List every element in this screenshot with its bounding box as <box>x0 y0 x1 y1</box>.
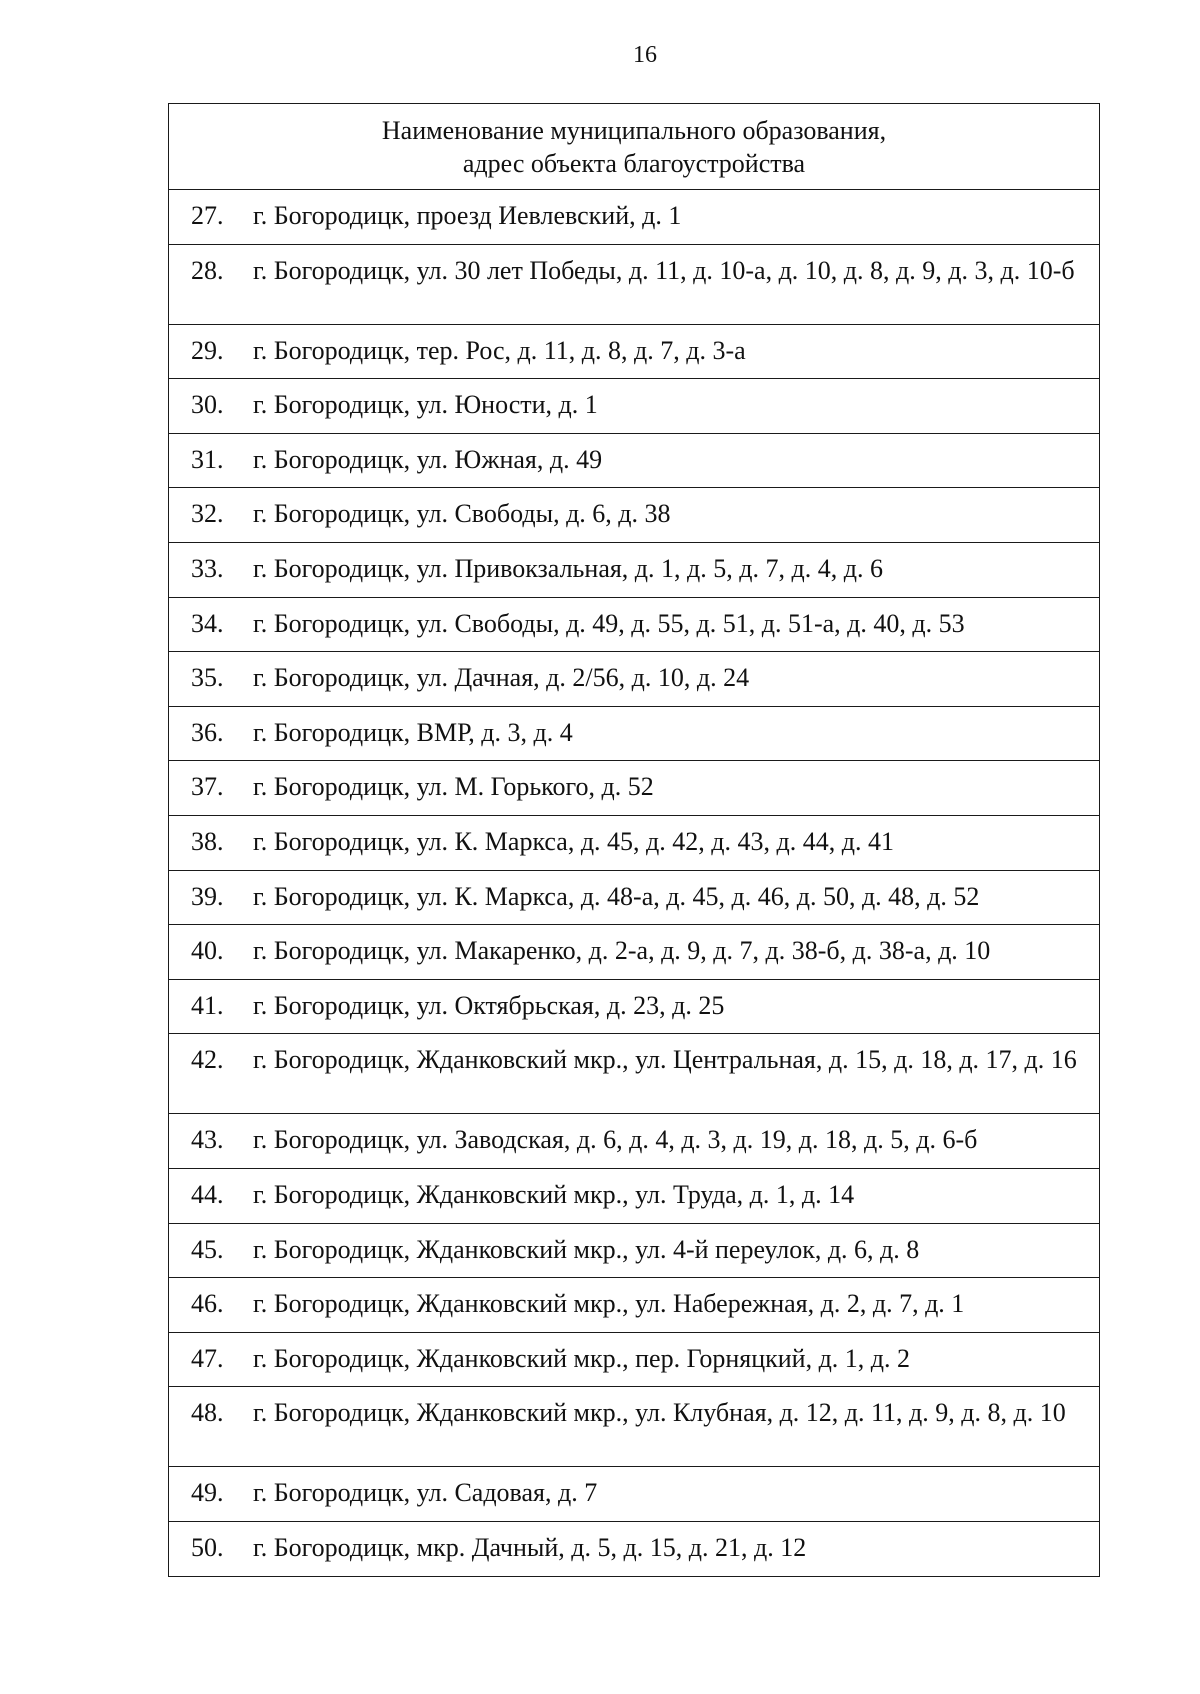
table-body <box>169 190 1099 1576</box>
row-number: 38. <box>191 826 224 856</box>
table-row <box>169 871 1099 926</box>
table-row <box>169 1522 1099 1577</box>
table-row <box>169 598 1099 653</box>
row-address: г. Богородицк, ул. К. Маркса, д. 45, д. 42, д. 43, д. 44, д. 41 <box>253 826 894 856</box>
row-number: 49. <box>191 1478 224 1508</box>
row-address: г. Богородицк, ул. Юности, д. 1 <box>253 390 598 420</box>
row-address: г. Богородицк, Жданковский мкр., ул. Труда, д. 1, д. 14 <box>253 1179 855 1209</box>
table-row <box>169 816 1099 871</box>
row-address: г. Богородицк, ул. Дачная, д. 2/56, д. 10, д. 24 <box>253 663 750 693</box>
row-address: г. Богородицк, ул. Свободы, д. 49, д. 55, д. 51, д. 51-а, д. 40, д. 53 <box>253 608 965 638</box>
row-address: г. Богородицк, ул. Южная, д. 49 <box>253 444 603 474</box>
row-address: г. Богородицк, ул. 30 лет Победы, д. 11, д. 10-а, д. 10, д. 8, д. 9, д. 3, д. 10-б <box>253 255 1075 285</box>
table-row <box>169 1467 1099 1522</box>
table-row <box>169 1278 1099 1333</box>
row-number: 40. <box>191 936 224 966</box>
table-row <box>169 1034 1099 1114</box>
row-number: 42. <box>191 1045 224 1075</box>
addresses-table <box>168 103 1100 1577</box>
table-header-line-2: адрес объекта благоустройства <box>462 148 806 178</box>
row-address: г. Богородицк, Жданковский мкр., ул. Клубная, д. 12, д. 11, д. 9, д. 8, д. 10 <box>253 1398 1066 1428</box>
row-address: г. Богородицк, ул. Привокзальная, д. 1, д. 5, д. 7, д. 4, д. 6 <box>253 553 883 583</box>
table-row <box>169 488 1099 543</box>
row-number: 43. <box>191 1125 224 1155</box>
row-address: г. Богородицк, ВМР, д. 3, д. 4 <box>253 717 573 747</box>
table-header <box>169 104 1099 190</box>
row-number: 44. <box>191 1179 224 1209</box>
table-row <box>169 245 1099 325</box>
table-row <box>169 379 1099 434</box>
row-number: 50. <box>191 1532 224 1562</box>
table-row <box>169 1333 1099 1388</box>
row-address: г. Богородицк, Жданковский мкр., ул. 4-й переулок, д. 6, д. 8 <box>253 1234 920 1264</box>
row-address: г. Богородицк, тер. Рос, д. 11, д. 8, д. 7, д. 3-а <box>253 335 746 365</box>
row-address: г. Богородицк, ул. Садовая, д. 7 <box>253 1478 598 1508</box>
row-number: 28. <box>191 255 224 285</box>
row-address: г. Богородицк, Жданковский мкр., пер. Горняцкий, д. 1, д. 2 <box>253 1343 911 1373</box>
table-header-line-1: Наименование муниципального образования, <box>381 115 887 145</box>
row-number: 46. <box>191 1289 224 1319</box>
table-row <box>169 190 1099 245</box>
row-number: 35. <box>191 663 224 693</box>
row-address: г. Богородицк, мкр. Дачный, д. 5, д. 15, д. 21, д. 12 <box>253 1532 807 1562</box>
table-row <box>169 434 1099 489</box>
row-address: г. Богородицк, Жданковский мкр., ул. Набережная, д. 2, д. 7, д. 1 <box>253 1289 965 1319</box>
row-address: г. Богородицк, ул. Свободы, д. 6, д. 38 <box>253 499 671 529</box>
table-row <box>169 652 1099 707</box>
row-address: г. Богородицк, ул. Октябрьская, д. 23, д. 25 <box>253 990 725 1020</box>
table-row <box>169 707 1099 762</box>
row-number: 45. <box>191 1234 224 1264</box>
row-number: 27. <box>191 201 224 230</box>
row-number: 33. <box>191 553 224 583</box>
page-number: 16 <box>633 42 657 68</box>
row-number: 32. <box>191 499 224 529</box>
row-address: г. Богородицк, проезд Иевлевский, д. 1 <box>253 201 682 230</box>
row-address: г. Богородицк, ул. К. Маркса, д. 48-а, д. 45, д. 46, д. 50, д. 48, д. 52 <box>253 881 980 911</box>
row-number: 31. <box>191 444 224 474</box>
table-row <box>169 1387 1099 1467</box>
table-row <box>169 1224 1099 1279</box>
table-row <box>169 325 1099 380</box>
row-number: 34. <box>191 608 224 638</box>
table-row <box>169 980 1099 1035</box>
table-row <box>169 925 1099 980</box>
row-address: г. Богородицк, Жданковский мкр., ул. Центральная, д. 15, д. 18, д. 17, д. 16 <box>253 1045 1077 1075</box>
row-address: г. Богородицк, ул. М. Горького, д. 52 <box>253 772 654 802</box>
row-number: 47. <box>191 1343 224 1373</box>
table-row <box>169 543 1099 598</box>
table-row <box>169 1114 1099 1169</box>
row-number: 29. <box>191 335 224 365</box>
row-number: 36. <box>191 717 224 747</box>
row-address: г. Богородицк, ул. Макаренко, д. 2-а, д. 9, д. 7, д. 38-б, д. 38-а, д. 10 <box>253 936 991 966</box>
row-number: 30. <box>191 390 224 420</box>
row-number: 39. <box>191 881 224 911</box>
row-address: г. Богородицк, ул. Заводская, д. 6, д. 4, д. 3, д. 19, д. 18, д. 5, д. 6-б <box>253 1125 978 1155</box>
row-number: 37. <box>191 772 224 802</box>
row-number: 41. <box>191 990 224 1020</box>
row-number: 48. <box>191 1398 224 1428</box>
table-row <box>169 1169 1099 1224</box>
table-row <box>169 761 1099 816</box>
